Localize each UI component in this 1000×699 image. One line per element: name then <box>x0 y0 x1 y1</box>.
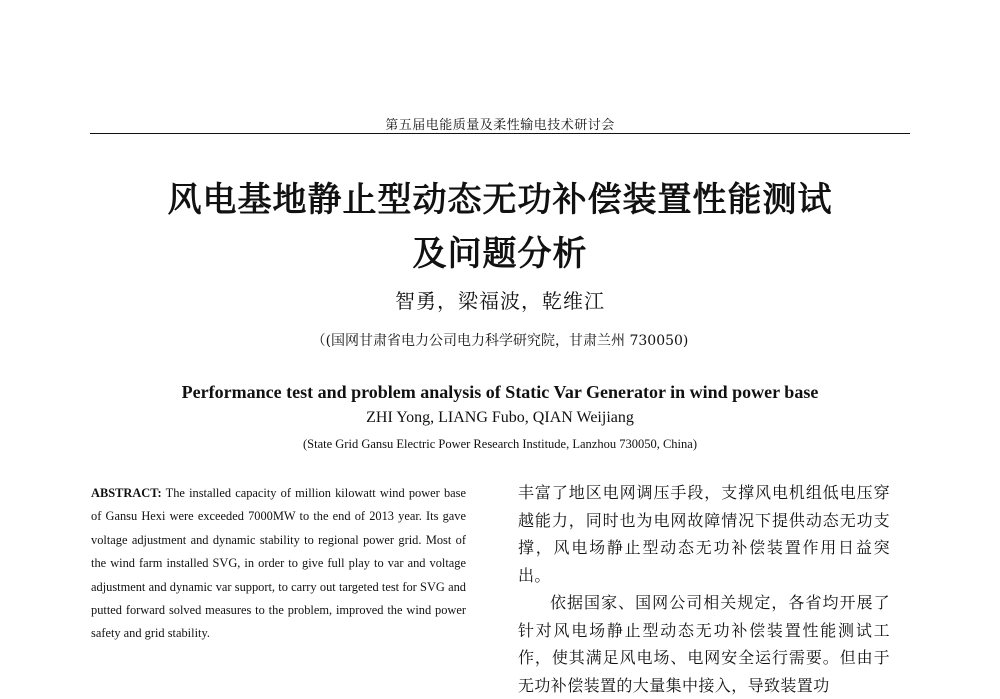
body-paragraph-1: 丰富了地区电网调压手段，支撑风电机组低电压穿越能力，同时也为电网故障情况下提供动态无功支撑，风电场静止型动态无功补偿装置作用日益突出。 <box>518 483 890 585</box>
affiliation-cn: （(国网甘肃省电力公司电力科学研究院，甘肃兰州 730050) <box>311 333 689 349</box>
affiliation-en: (State Grid Gansu Electric Power Research Institude, Lanzhou 730050, China) <box>303 437 697 451</box>
body-text-column <box>518 479 890 699</box>
header-rule <box>90 133 910 134</box>
authors-en: ZHI Yong, LIANG Fubo, QIAN Weijiang <box>366 409 634 426</box>
abstract-label: ABSTRACT: <box>91 486 162 500</box>
abstract <box>91 482 466 646</box>
abstract-text: The installed capacity of million kilowatt wind power base of Gansu Hexi were exceeded 7000MW to the end of 2013 year. Its gave voltage adjustment and dynamic stability to regional power grid. Most of the wind farm installed SVG, in order to give full play to var and voltage adjustment and dynamic var support, to carry out targeted test for SVG and putted forward solved measures to the problem, improved the wind power safety and grid stability. <box>91 486 466 641</box>
paper-title-cn-line1: 风电基地静止型动态无功补偿装置性能测试 <box>167 180 833 220</box>
authors-cn: 智勇，梁福波，乾维江 <box>395 289 605 313</box>
paper-title-cn-line2: 及问题分析 <box>412 234 588 274</box>
running-header: 第五届电能质量及柔性输电技术研讨会 <box>385 118 615 133</box>
paper-title-en: Performance test and problem analysis of Static Var Generator in wind power base <box>181 382 819 402</box>
body-paragraph-2: 依据国家、国网公司相关规定，各省均开展了针对风电场静止型动态无功补偿装置性能测试工作，使其满足风电场、电网安全运行需要。但由于无功补偿装置的大量集中接入，导致装置功 <box>518 593 890 695</box>
